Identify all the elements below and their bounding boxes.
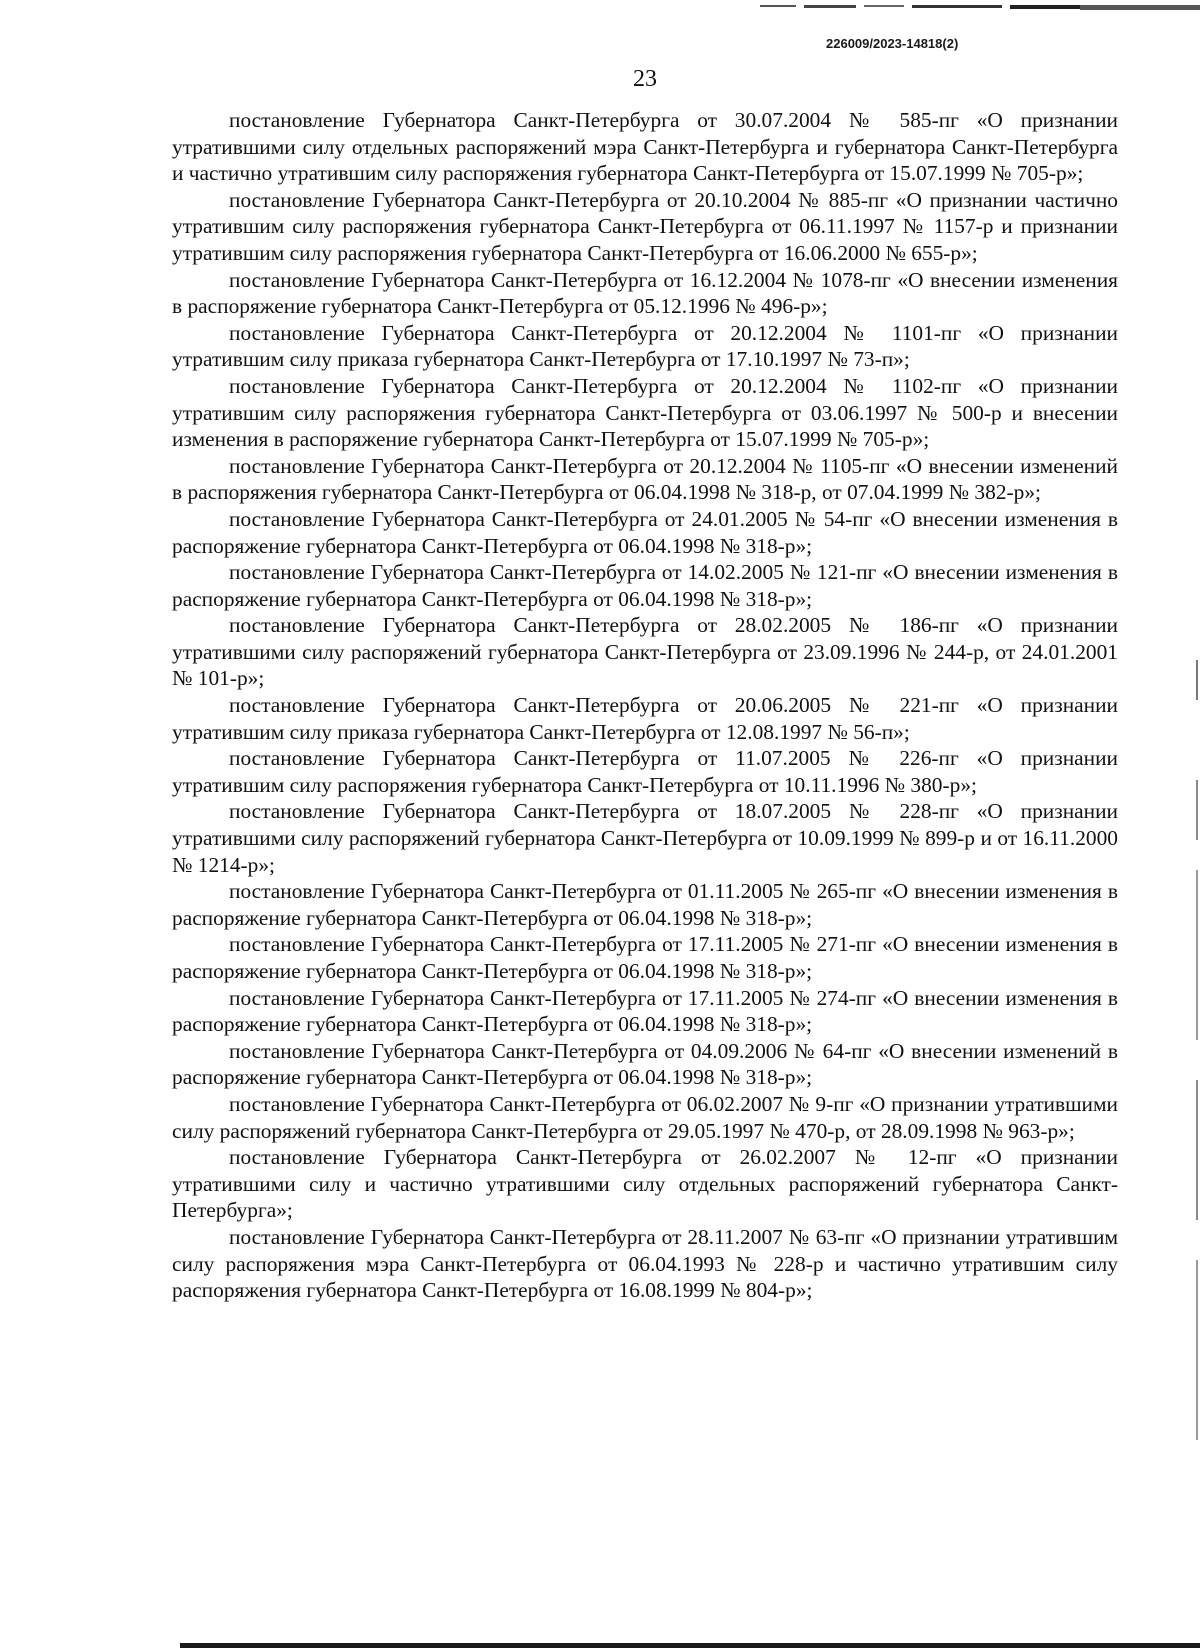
scan-edge-artifact-bottom — [180, 1643, 1200, 1648]
list-item: постановление Губернатора Санкт-Петербурга от 28.02.2005 № 186-пг «О признании утратившими силу распоряжений губернатора Санкт-Петербурга от 23.09.1996 № 244-р, от 24.01.2001 № 101-р»; — [172, 613, 1118, 691]
list-item: постановление Губернатора Санкт-Петербурга от 18.07.2005 № 228-пг «О признании утратившими силу распоряжений губернатора Санкт-Петербурга от 10.09.1999 № 899-р и от 16.11.2000 № 1214-р»; — [172, 799, 1118, 877]
list-item: постановление Губернатора Санкт-Петербурга от 30.07.2004 № 585-пг «О признании утратившими силу отдельных распоряжений мэра Санкт-Петербурга и губернатора Санкт-Петербурга и частично утратившим силу распоряжения губернатора Санкт-Петербурга от 15.07.1999 № 705-р»; — [172, 108, 1118, 186]
list-item: постановление Губернатора Санкт-Петербурга от 06.02.2007 № 9-пг «О признании утратившими силу распоряжений губернатора Санкт-Петербурга от 29.05.1997 № 470-р, от 28.09.1998 № 963-р»; — [172, 1091, 1118, 1143]
list-item: постановление Губернатора Санкт-Петербурга от 20.06.2005 № 221-пг «О признании утратившим силу приказа губернатора Санкт-Петербурга от 12.08.1997 № 56-п»; — [172, 693, 1118, 744]
list-item: постановление Губернатора Санкт-Петербурга от 20.10.2004 № 885-пг «О признании частично утратившим силу распоряжения губернатора Санкт-Петербурга от 06.11.1997 № 1157-р и признании утратившим силу распоряжения губернатора Санкт-Петербурга от 16.06.2000 № 655-р»; — [172, 187, 1118, 265]
list-item: постановление Губернатора Санкт-Петербурга от 26.02.2007 № 12-пг «О признании утратившими силу и частично утратившими силу отдельных распоряжений губернатора Санкт-Петербурга»; — [172, 1145, 1118, 1223]
list-item: постановление Губернатора Санкт-Петербурга от 28.11.2007 № 63-пг «О признании утратившим силу распоряжения мэра Санкт-Петербурга от 06.04.1993 № 228-р и частично утратившим силу распоряжения губернатора Санкт-Петербурга от 16.08.1999 № 804-р»; — [172, 1224, 1118, 1303]
list-item: постановление Губернатора Санкт-Петербурга от 24.01.2005 № 54-пг «О внесении изменения в распоряжение губернатора Санкт-Петербурга от 06.04.1998 № 318-р»; — [172, 506, 1118, 558]
list-item: постановление Губернатора Санкт-Петербурга от 17.11.2005 № 274-пг «О внесении изменения в распоряжение губернатора Санкт-Петербурга от 06.04.1998 № 318-р»; — [172, 985, 1118, 1037]
document-reference-number: 226009/2023-14818(2) — [826, 36, 959, 51]
list-item: постановление Губернатора Санкт-Петербурга от 20.12.2004 № 1101-пг «О признании утратившим силу приказа губернатора Санкт-Петербурга от 17.10.1997 № 73-п»; — [172, 320, 1118, 372]
list-item: постановление Губернатора Санкт-Петербурга от 16.12.2004 № 1078-пг «О внесении изменения в распоряжение губернатора Санкт-Петербурга от 05.12.1996 № 496-р»; — [172, 267, 1118, 319]
scan-edge-artifact-top — [760, 0, 1200, 8]
list-item: постановление Губернатора Санкт-Петербурга от 14.02.2005 № 121-пг «О внесении изменения в распоряжение губернатора Санкт-Петербурга от 06.04.1998 № 318-р»; — [172, 560, 1118, 611]
page-number: 23 — [633, 66, 657, 92]
list-item: постановление Губернатора Санкт-Петербурга от 11.07.2005 № 226-пг «О признании утратившим силу распоряжения губернатора Санкт-Петербурга от 10.11.1996 № 380-р»; — [172, 746, 1118, 797]
list-item: постановление Губернатора Санкт-Петербурга от 17.11.2005 № 271-пг «О внесении изменения в распоряжение губернатора Санкт-Петербурга от 06.04.1998 № 318-р»; — [172, 932, 1118, 983]
scan-edge-artifact-right — [1196, 660, 1198, 1440]
list-item: постановление Губернатора Санкт-Петербурга от 01.11.2005 № 265-пг «О внесении изменения в распоряжение губернатора Санкт-Петербурга от 06.04.1998 № 318-р»; — [172, 879, 1118, 930]
list-item: постановление Губернатора Санкт-Петербурга от 04.09.2006 № 64-пг «О внесении изменений в распоряжение губернатора Санкт-Петербурга от 06.04.1998 № 318-р»; — [172, 1038, 1118, 1090]
document-body — [172, 107, 1118, 1304]
list-item: постановление Губернатора Санкт-Петербурга от 20.12.2004 № 1102-пг «О признании утратившим силу распоряжения губернатора Санкт-Петербурга от 03.06.1997 № 500-р и внесении изменения в распоряжение губернатора Санкт-Петербурга от 15.07.1999 № 705-р»; — [172, 373, 1118, 452]
list-item: постановление Губернатора Санкт-Петербурга от 20.12.2004 № 1105-пг «О внесении изменений в распоряжения губернатора Санкт-Петербурга от 06.04.1998 № 318-р, от 07.04.1999 № 382-р»; — [172, 453, 1118, 505]
